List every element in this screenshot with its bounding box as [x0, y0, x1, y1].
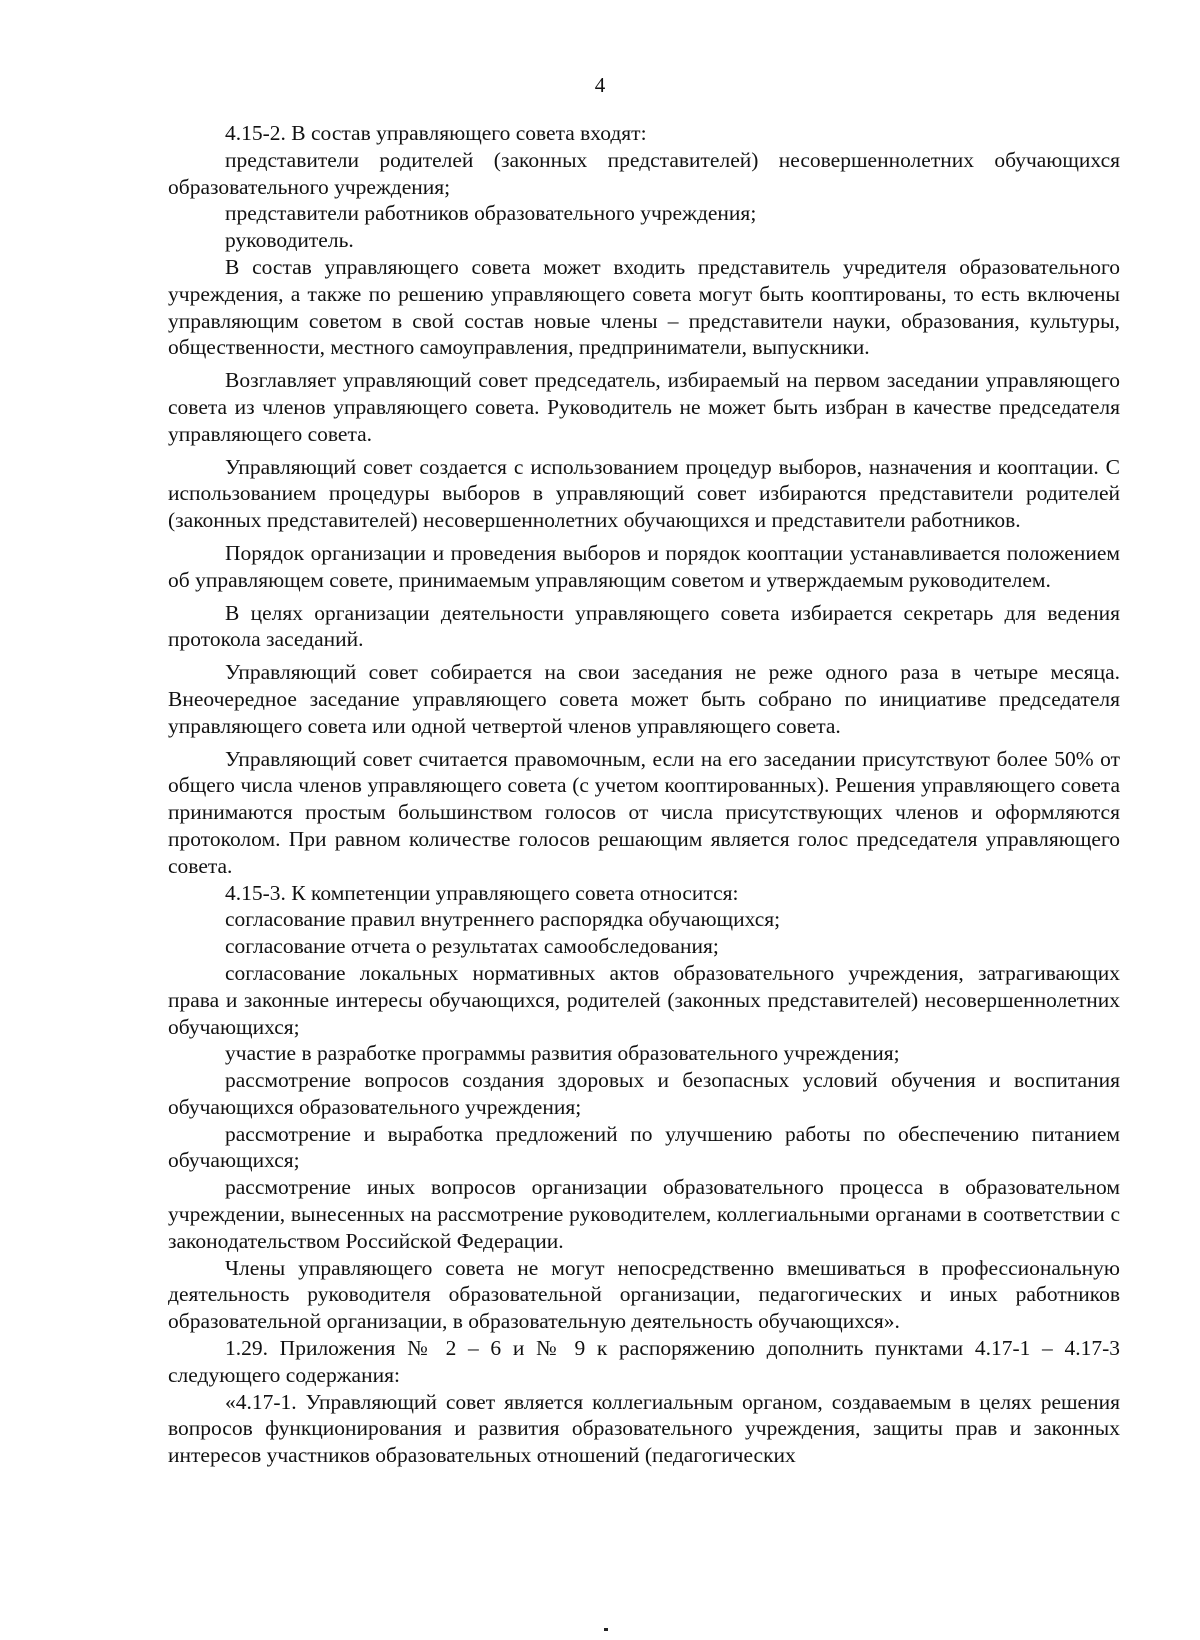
paragraph: Управляющий совет считается правомочным, если на его заседании присутствуют более 50% от общего числа членов управляющего совета (с учетом кооптированных). Решения управляющего совета принимаются простым большинством голосов от числа присутствующих членов и оформляются протоколом. При равном количестве голосов решающим является голос председателя управляющего совета.: [168, 746, 1120, 878]
paragraph: 4.15-2. В состав управляющего совета входят:: [225, 121, 647, 145]
paragraph: 4.15-3. К компетенции управляющего совета относится:: [225, 880, 739, 905]
document-body: [168, 120, 1120, 1469]
scan-speck: [604, 1628, 608, 1631]
paragraph: Управляющий совет собирается на свои заседания не реже одного раза в четыре месяца. Внеочередное заседание управляющего совета может быть собрано по инициативе председателя управляющего совета или одной четвертой членов управляющего совета.: [168, 660, 1120, 738]
paragraph: согласование локальных нормативных актов образовательного учреждения, затрагивающих права и законные интересы обучающихся, родителей (законных представителей) несовершеннолетних обучающихся;: [168, 960, 1120, 1039]
paragraph: Возглавляет управляющий совет председатель, избираемый на первом заседании управляющего совета из членов управляющего совета. Руководитель не может быть избран в качестве председателя управляющего совета.: [168, 368, 1120, 446]
paragraph: представители работников образовательного учреждения;: [225, 201, 757, 226]
paragraph: рассмотрение вопросов создания здоровых и безопасных условий обучения и воспитания обучающихся образовательного учреждения;: [168, 1068, 1120, 1119]
paragraph: В целях организации деятельности управляющего совета избирается секретарь для ведения протокола заседаний.: [168, 600, 1120, 652]
page-number: 4: [594, 73, 606, 97]
paragraph: Управляющий совет создается с использованием процедур выборов, назначения и кооптации. С использованием процедуры выборов в управляющий совет избираются представители родителей (законных представителей) несовершеннолетних обучающихся и представители работников.: [168, 454, 1120, 533]
paragraph: участие в разработке программы развития образовательного учреждения;: [225, 1041, 900, 1066]
paragraph: согласование отчета о результатах самообследования;: [225, 934, 719, 959]
paragraph: Порядок организации и проведения выборов и порядок кооптации устанавливается положением об управляющем совете, принимаемым управляющим советом и утверждаемым руководителем.: [168, 540, 1120, 592]
paragraph: В состав управляющего совета может входить представитель учредителя образовательного учреждения, а также по решению управляющего совета могут быть кооптированы, то есть включены управляющим советом в свой состав новые члены – представители науки, образования, культуры, общественности, местного самоуправления, предприниматели, выпускники.: [168, 254, 1120, 360]
paragraph: 1.29. Приложения № 2 – 6 и № 9 к распоряжению дополнить пунктами 4.17-1 – 4.17-3 следующего содержания:: [168, 1336, 1120, 1387]
paragraph: представители родителей (законных представителей) несовершеннолетних обучающихся образовательного учреждения;: [168, 147, 1120, 199]
paragraph: согласование правил внутреннего распорядка обучающихся;: [225, 907, 781, 932]
paragraph: рассмотрение и выработка предложений по улучшению работы по обеспечению питанием обучающихся;: [168, 1121, 1120, 1173]
paragraph: Члены управляющего совета не могут непосредственно вмешиваться в профессиональную деятельность руководителя образовательной организации, педагогических и иных работников образовательной организации, в образовательную деятельность обучающихся».: [168, 1255, 1120, 1334]
paragraph: руководитель.: [225, 228, 354, 253]
paragraph: рассмотрение иных вопросов организации образовательного процесса в образовательном учреждении, вынесенных на рассмотрение руководителем, коллегиальными органами в соответствии с законодательством Российской Федерации.: [168, 1175, 1120, 1253]
paragraph: «4.17-1. Управляющий совет является коллегиальным органом, создаваемым в целях решения вопросов функционирования и развития образовательного учреждения, защиты прав и законных интересов участников образовательных отношений (педагогических: [168, 1389, 1120, 1468]
